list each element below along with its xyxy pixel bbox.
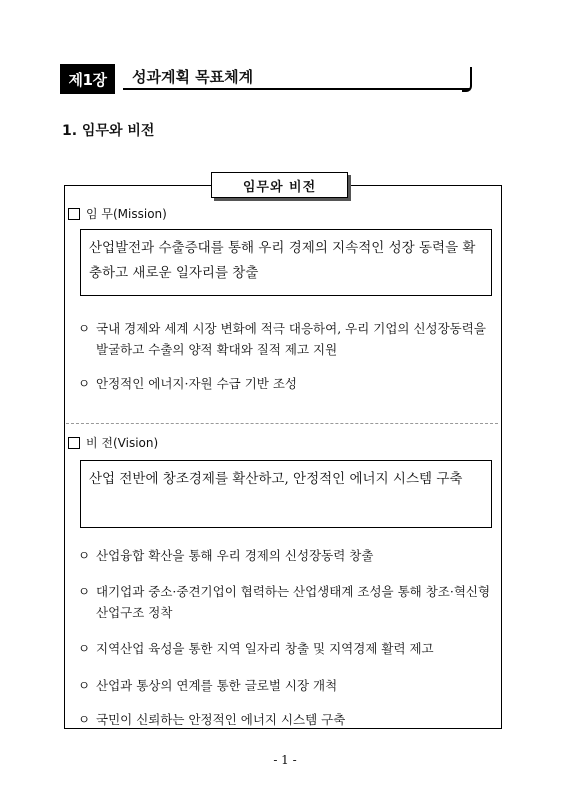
vision-heading — [68, 434, 158, 451]
frame-title: 임무와 비전 — [211, 172, 348, 198]
bullet-mark: ㅇ — [78, 321, 91, 336]
bullet-text: 안정적인 에너지·자원 수급 기반 조성 — [96, 376, 297, 391]
bullet-text: 산업융합 확산을 통해 우리 경제의 신성장동력 창출 — [96, 548, 374, 563]
bullet-mark: ㅇ — [78, 712, 91, 727]
section-heading: 1. 임무와 비전 — [62, 123, 155, 139]
vision-bullet-5 — [78, 709, 496, 730]
vision-statement-box: 산업 전반에 창조경제를 확산하고, 안정적인 에너지 시스템 구축 — [80, 460, 492, 528]
mission-bullet-1 — [78, 318, 496, 360]
checkbox-icon — [68, 437, 80, 449]
bullet-text: 국내 경제와 세계 시장 변화에 적극 대응하여, 우리 기업의 신성장동력을 발굴하고 수출의 양적 확대와 질적 제고 지원 — [96, 321, 486, 357]
chapter-title: 성과계획 목표체계 — [132, 68, 254, 86]
bullet-mark: ㅇ — [78, 548, 91, 563]
vision-bullet-3 — [78, 638, 496, 659]
checkbox-icon — [68, 208, 80, 220]
bullet-mark: ㅇ — [78, 678, 91, 693]
bullet-text: 지역산업 육성을 통한 지역 일자리 창출 및 지역경제 활력 제고 — [96, 641, 434, 656]
vision-bullet-1 — [78, 545, 496, 566]
vision-bullet-4 — [78, 675, 496, 696]
bullet-text: 산업과 통상의 연계를 통한 글로벌 시장 개척 — [96, 678, 338, 693]
chapter-underline-hook — [462, 67, 472, 92]
chapter-underline — [123, 88, 470, 90]
bullet-text: 대기업과 중소·중견기업이 협력하는 산업생태계 조성을 통해 창조·혁신형 산업구조 정착 — [96, 584, 491, 620]
mission-bullet-2 — [78, 373, 496, 394]
bullet-mark: ㅇ — [78, 641, 91, 656]
page-number: - 1 - — [273, 753, 297, 767]
mission-statement-box: 산업발전과 수출증대를 통해 우리 경제의 지속적인 성장 동력을 확충하고 새로운 일자리를 창출 — [80, 229, 492, 296]
section-divider — [66, 423, 498, 424]
vision-bullet-2 — [78, 581, 496, 623]
chapter-badge: 제1장 — [60, 64, 115, 94]
bullet-mark: ㅇ — [78, 376, 91, 391]
bullet-text: 국민이 신뢰하는 안정적인 에너지 시스템 구축 — [96, 712, 346, 727]
vision-heading-label: 비 전(Vision) — [86, 436, 159, 450]
bullet-mark: ㅇ — [78, 584, 91, 599]
mission-heading — [68, 205, 167, 222]
mission-heading-label: 임 무(Mission) — [86, 207, 167, 221]
